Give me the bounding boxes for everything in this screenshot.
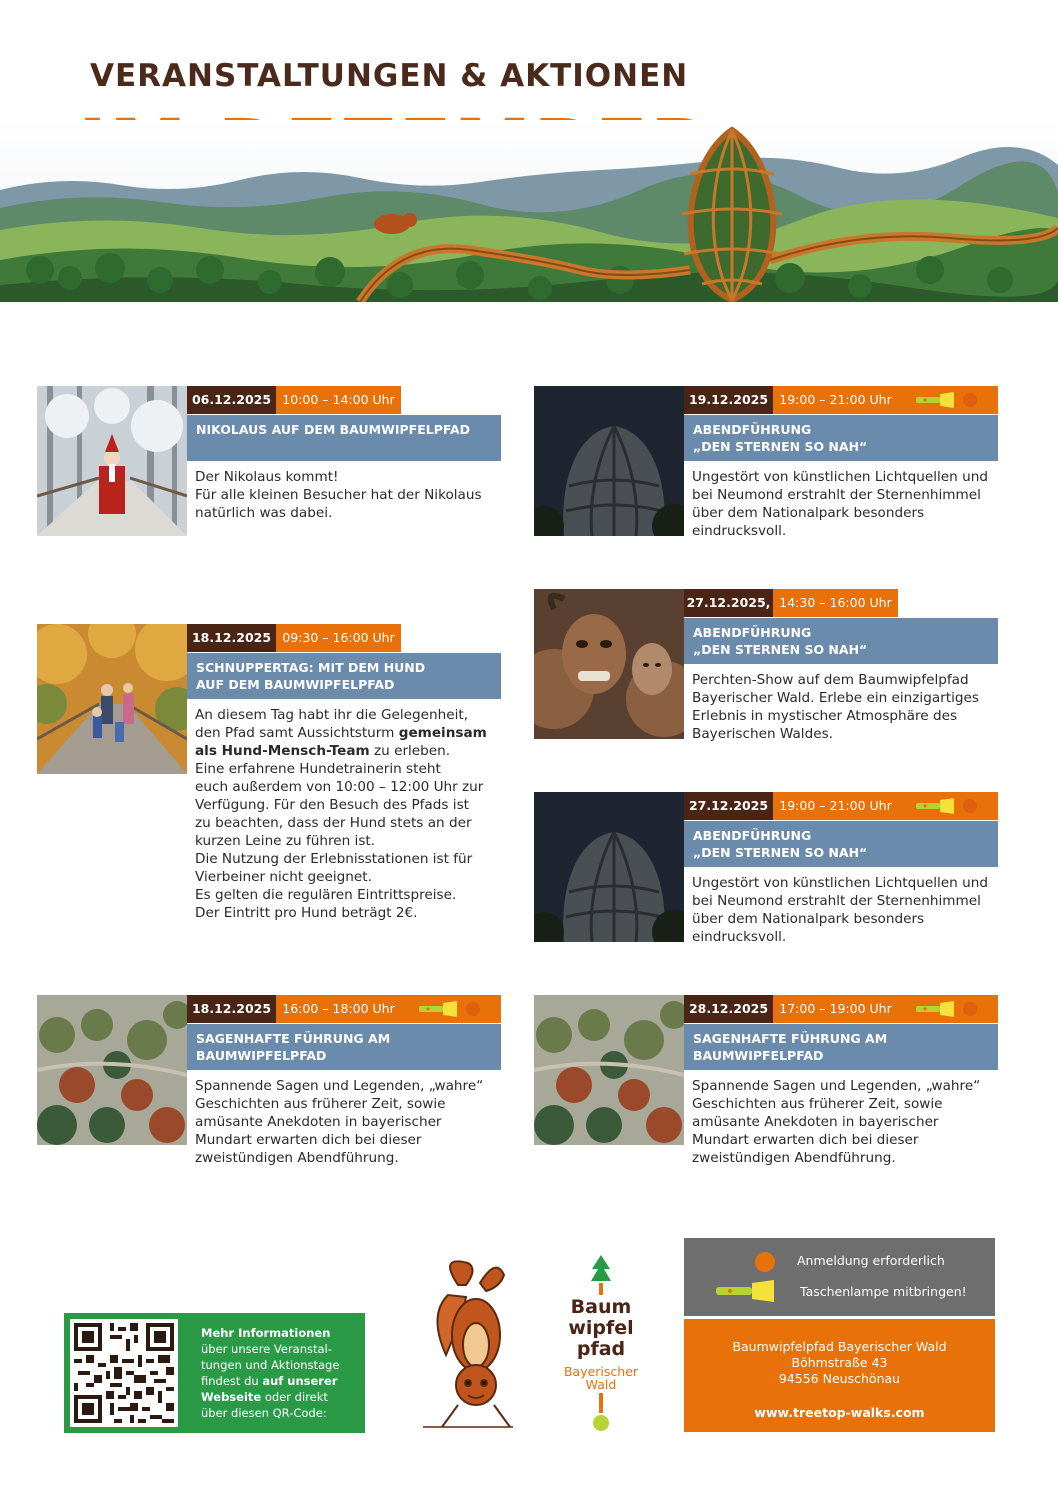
event-photo-tower-night bbox=[534, 792, 684, 942]
event-title bbox=[187, 415, 501, 461]
event-description-text: den Pfad samt Aussichtsturm bbox=[195, 725, 399, 741]
event-description bbox=[692, 874, 992, 946]
event-description-line: amüsante Anekdoten in bayerischer bbox=[692, 1114, 939, 1130]
event-icons bbox=[898, 792, 998, 820]
flashlight-icon bbox=[716, 1280, 778, 1302]
event-description-line: eindrucksvoll. bbox=[692, 929, 787, 945]
event-description-line: Eine erfahrene Hundetrainerin steht bbox=[195, 761, 441, 777]
qr-code[interactable] bbox=[70, 1319, 178, 1427]
event-card bbox=[37, 624, 501, 924]
event-description-line: natürlich was dabei. bbox=[195, 505, 333, 521]
event-icons bbox=[898, 386, 998, 414]
event-time: 19:00 – 21:00 Uhr bbox=[773, 792, 898, 820]
event-description-line: Bayerischer Wald. Erlebe ein einzigartiges bbox=[692, 690, 979, 706]
event-description-line: Geschichten aus früherer Zeit, sowie bbox=[692, 1096, 943, 1112]
qr-info-text-part: findest du bbox=[201, 1374, 263, 1388]
event-date: 06.12.2025 bbox=[187, 386, 276, 414]
qr-info-link-text: auf unserer bbox=[262, 1374, 338, 1388]
event-description-line: Perchten-Show auf dem Baumwipfelpfad bbox=[692, 672, 969, 688]
event-description-line: Ungestört von künstlichen Lichtquellen und bbox=[692, 875, 988, 891]
event-photo-nikolaus bbox=[37, 386, 187, 536]
event-description-line: zweistündigen Abendführung. bbox=[692, 1150, 896, 1166]
flashlight-icon bbox=[419, 1001, 457, 1017]
event-date: 19.12.2025 bbox=[684, 386, 773, 414]
event-description bbox=[692, 1077, 992, 1167]
event-description-line: Geschichten aus früherer Zeit, sowie bbox=[195, 1096, 446, 1112]
event-description-line bbox=[195, 742, 495, 760]
logo-stem-icon bbox=[592, 1393, 610, 1433]
event-card bbox=[534, 995, 998, 1166]
logo-subline: Wald bbox=[585, 1377, 617, 1392]
header-subtitle: VERANSTALTUNGEN & AKTIONEN bbox=[90, 58, 689, 94]
event-title bbox=[187, 653, 501, 699]
event-title-line: „DEN STERNEN SO NAH“ bbox=[693, 845, 868, 860]
event-description-line: Mundart erwarten dich bei dieser bbox=[692, 1132, 919, 1148]
event-description-line: bei Neumond erstrahlt der Sternenhimmel bbox=[692, 487, 981, 503]
event-title-line: „DEN STERNEN SO NAH“ bbox=[693, 439, 868, 454]
event-title bbox=[684, 618, 998, 664]
event-description-line: kurzen Leine zu führen ist. bbox=[195, 833, 376, 849]
event-description-line: Spannende Sagen und Legenden, „wahre“ bbox=[195, 1078, 484, 1094]
event-title-line: SCHNUPPERTAG: MIT DEM HUND bbox=[196, 660, 426, 675]
event-icons bbox=[401, 995, 501, 1023]
event-description bbox=[195, 1077, 495, 1167]
event-time: 19:00 – 21:00 Uhr bbox=[773, 386, 898, 414]
legend-registration: Anmeldung erforderlich bbox=[797, 1253, 945, 1268]
event-time: 17:00 – 19:00 Uhr bbox=[773, 995, 898, 1023]
event-title-line: ABENDFÜHRUNG bbox=[693, 422, 812, 437]
address-name: Baumwipfelpfad Bayerischer Wald bbox=[732, 1339, 947, 1354]
event-description-line: über dem Nationalpark besonders bbox=[692, 505, 925, 521]
event-date: 27.12.2025 bbox=[684, 792, 773, 820]
logo-line: wipfel bbox=[568, 1317, 634, 1339]
event-date: 27.12.2025, bbox=[684, 589, 773, 617]
event-description bbox=[692, 671, 992, 743]
flashlight-icon bbox=[916, 798, 954, 814]
event-title-line: BAUMWIPFELPFAD bbox=[196, 1048, 327, 1063]
event-description-line bbox=[195, 724, 495, 742]
qr-info-line: tungen und Aktionstage bbox=[201, 1358, 340, 1372]
event-date: 18.12.2025 bbox=[187, 995, 276, 1023]
event-description-line: Erlebnis in mystischer Atmosphäre des bbox=[692, 708, 958, 724]
event-description-line: amüsante Anekdoten in bayerischer bbox=[195, 1114, 442, 1130]
event-title bbox=[187, 1024, 501, 1070]
event-title-line: NIKOLAUS AUF DEM BAUMWIPFELPFAD bbox=[196, 422, 471, 437]
flashlight-icon bbox=[916, 1001, 954, 1017]
event-description-line: Spannende Sagen und Legenden, „wahre“ bbox=[692, 1078, 981, 1094]
event-description-line: euch außerdem von 10:00 – 12:00 Uhr zur bbox=[195, 779, 484, 795]
event-title bbox=[684, 415, 998, 461]
event-time: 10:00 – 14:00 Uhr bbox=[276, 386, 401, 414]
event-time: 16:00 – 18:00 Uhr bbox=[276, 995, 401, 1023]
event-date: 28.12.2025 bbox=[684, 995, 773, 1023]
qr-info-line bbox=[201, 1373, 361, 1389]
event-description-line: Ungestört von künstlichen Lichtquellen und bbox=[692, 469, 988, 485]
event-title bbox=[684, 1024, 998, 1070]
event-title-line: ABENDFÜHRUNG bbox=[693, 625, 812, 640]
event-photo-perchten bbox=[534, 589, 684, 739]
event-description-line: Mundart erwarten dich bei dieser bbox=[195, 1132, 422, 1148]
event-description bbox=[195, 706, 495, 922]
registration-dot-icon bbox=[466, 1002, 480, 1016]
event-card bbox=[534, 792, 998, 945]
event-description-line: Für alle kleinen Besucher hat der Nikolaus bbox=[195, 487, 482, 503]
event-date: 18.12.2025 bbox=[187, 624, 276, 652]
event-card bbox=[534, 589, 998, 742]
registration-dot-icon bbox=[963, 1002, 977, 1016]
event-description-line: eindrucksvoll. bbox=[692, 523, 787, 539]
baumwipfelpfad-logo bbox=[560, 1255, 642, 1435]
event-title-line: BAUMWIPFELPFAD bbox=[693, 1048, 824, 1063]
event-card bbox=[37, 386, 501, 536]
event-title-line: SAGENHAFTE FÜHRUNG AM bbox=[196, 1031, 391, 1046]
event-title-line: „DEN STERNEN SO NAH“ bbox=[693, 642, 868, 657]
qr-info-link-text: Webseite bbox=[201, 1390, 262, 1404]
event-description-line: über dem Nationalpark besonders bbox=[692, 911, 925, 927]
event-description-line: Der Eintritt pro Hund beträgt 2€. bbox=[195, 905, 418, 921]
event-time: 09:30 – 16:00 Uhr bbox=[276, 624, 401, 652]
address-box bbox=[684, 1319, 995, 1432]
event-description-line: Verfügung. Für den Besuch des Pfads ist bbox=[195, 797, 469, 813]
registration-dot-icon bbox=[754, 1251, 776, 1273]
event-time: 14:30 – 16:00 Uhr bbox=[773, 589, 898, 617]
qr-info-text-part: oder direkt bbox=[261, 1390, 328, 1404]
flashlight-icon bbox=[916, 392, 954, 408]
event-description-bold: gemeinsam bbox=[398, 725, 487, 741]
event-description-line: Bayerischen Waldes. bbox=[692, 726, 833, 742]
website-link[interactable]: www.treetop-walks.com bbox=[754, 1405, 925, 1420]
event-photo-dog-walk bbox=[37, 624, 187, 774]
qr-info-line: über unsere Veranstal- bbox=[201, 1342, 332, 1356]
tree-logo-icon bbox=[590, 1255, 612, 1295]
registration-dot-icon bbox=[963, 393, 977, 407]
legend-flashlight: Taschenlampe mitbringen! bbox=[800, 1284, 967, 1299]
event-photo-forest-aerial bbox=[534, 995, 684, 1145]
event-description-line: Es gelten die regulären Eintrittspreise. bbox=[195, 887, 457, 903]
legend-box bbox=[684, 1238, 995, 1316]
address-street: Böhmstraße 43 bbox=[791, 1355, 888, 1370]
event-description-text: zu erleben. bbox=[369, 743, 451, 759]
address-city: 94556 Neuschönau bbox=[778, 1371, 901, 1386]
qr-info-line bbox=[201, 1389, 361, 1405]
event-description-line: zu beachten, dass der Hund stets an der bbox=[195, 815, 472, 831]
event-description-line: Der Nikolaus kommt! bbox=[195, 469, 339, 485]
event-title-line: SAGENHAFTE FÜHRUNG AM bbox=[693, 1031, 888, 1046]
qr-info-text bbox=[201, 1325, 361, 1421]
registration-dot-icon bbox=[963, 799, 977, 813]
event-photo-forest-aerial bbox=[37, 995, 187, 1145]
logo-line: pfad bbox=[576, 1338, 626, 1360]
event-description bbox=[195, 468, 495, 522]
event-title-line: ABENDFÜHRUNG bbox=[693, 828, 812, 843]
event-description-line: Die Nutzung der Erlebnisstationen ist für bbox=[195, 851, 473, 867]
event-description-line: zweistündigen Abendführung. bbox=[195, 1150, 399, 1166]
event-description bbox=[692, 468, 992, 540]
squirrel-mascot-icon bbox=[418, 1255, 518, 1435]
event-icons bbox=[898, 995, 998, 1023]
event-title bbox=[684, 821, 998, 867]
logo-subline: Bayerischer bbox=[563, 1364, 639, 1379]
event-description-line: Vierbeiner nicht geeignet. bbox=[195, 869, 372, 885]
qr-info-heading: Mehr Informationen bbox=[201, 1326, 331, 1340]
event-title-line: AUF DEM BAUMWIPFELPFAD bbox=[196, 677, 395, 692]
event-card bbox=[37, 995, 501, 1166]
logo-line: Baum bbox=[570, 1296, 632, 1318]
qr-info-box bbox=[64, 1313, 365, 1433]
event-description-bold: als Hund-Mensch-Team bbox=[195, 743, 370, 759]
event-card bbox=[534, 386, 998, 539]
event-photo-tower-night bbox=[534, 386, 684, 536]
event-description-line: bei Neumond erstrahlt der Sternenhimmel bbox=[692, 893, 981, 909]
event-description-line: An diesem Tag habt ihr die Gelegenheit, bbox=[195, 707, 469, 723]
landscape-banner bbox=[0, 120, 1058, 302]
qr-info-line: über diesen QR-Code: bbox=[201, 1406, 327, 1420]
